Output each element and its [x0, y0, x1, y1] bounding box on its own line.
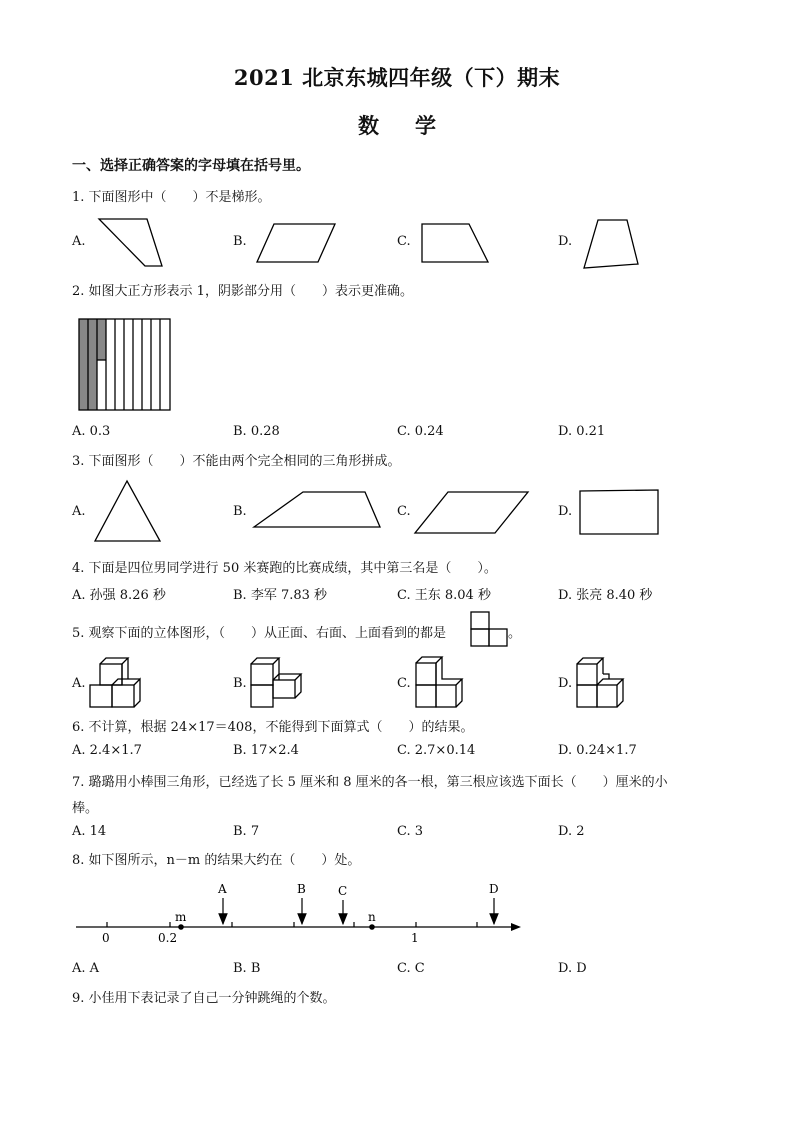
question-5-stem: 5. 观察下面的立体图形，（ ）从正面、右面、上面看到的都是 — [72, 626, 447, 641]
question-3-stem: 3. 下面图形（ ）不能由两个完全相同的三角形拼成。 — [72, 454, 401, 469]
q6-option-b[interactable]: B. 17×2.4 — [233, 743, 299, 758]
q3-option-d[interactable]: D. — [558, 504, 573, 519]
page-subtitle: 数学 — [358, 113, 472, 138]
question-5-stem-end: 。 — [508, 626, 522, 641]
q7-option-c[interactable]: C. 3 — [397, 824, 424, 839]
point-label-m: m — [175, 910, 187, 924]
q7-option-a[interactable]: A. 14 — [72, 824, 107, 839]
question-7-stem-line1: 7. 璐璐用小棒围三角形，已经选了长 5 厘米和 8 厘米的各一根，第三根应该选下面长（ ）厘米的小 — [72, 775, 668, 790]
q1-option-c[interactable]: C. — [397, 234, 411, 249]
q3-option-c[interactable]: C. — [397, 504, 411, 519]
q2-option-d[interactable]: D. 0.21 — [558, 424, 606, 439]
q3-option-a[interactable]: A. — [72, 504, 86, 519]
question-6-stem: 6. 不计算，根据 24×17＝408，不能得到下面算式（ ）的结果。 — [72, 720, 474, 735]
point-m — [178, 924, 184, 930]
tick-label-0-2: 0.2 — [158, 931, 178, 945]
section-heading: 一、选择正确答案的字母填在括号里。 — [72, 158, 310, 174]
q6-option-c[interactable]: C. 2.7×0.14 — [397, 743, 476, 758]
q5-option-b[interactable]: B. — [233, 676, 247, 691]
q5-option-c[interactable]: C. — [397, 676, 411, 691]
q1-option-d[interactable]: D. — [558, 234, 573, 249]
question-9-stem: 9. 小佳用下表记录了自己一分钟跳绳的个数。 — [72, 991, 336, 1006]
q5-option-a[interactable]: A. — [72, 676, 86, 691]
q2-option-c[interactable]: C. 0.24 — [397, 424, 444, 439]
q8-option-a[interactable]: A. A — [72, 961, 100, 976]
tick-label-0: 0 — [102, 931, 110, 945]
q7-option-d[interactable]: D. 2 — [558, 824, 585, 839]
q8-option-b[interactable]: B. B — [233, 961, 261, 976]
arrow-label-d: D — [489, 882, 499, 896]
q4-option-b[interactable]: B. 李军 7.83 秒 — [233, 588, 328, 603]
q1-option-b[interactable]: B. — [233, 234, 247, 249]
q1-option-a[interactable]: A. — [72, 234, 86, 249]
question-7-stem-line2: 棒。 — [72, 801, 99, 816]
q2-option-b[interactable]: B. 0.28 — [233, 424, 280, 439]
q8-option-c[interactable]: C. C — [397, 961, 425, 976]
q3-option-b[interactable]: B. — [233, 504, 247, 519]
point-label-n: n — [368, 910, 376, 924]
q7-option-b[interactable]: B. 7 — [233, 824, 260, 839]
q4-option-c[interactable]: C. 王东 8.04 秒 — [397, 588, 491, 603]
q6-option-d[interactable]: D. 0.24×1.7 — [558, 743, 637, 758]
arrow-label-a: A — [218, 882, 227, 896]
q6-option-a[interactable]: A. 2.4×1.7 — [72, 743, 142, 758]
q8-option-d[interactable]: D. D — [558, 961, 587, 976]
arrow-label-b: B — [297, 882, 306, 896]
question-8-stem: 8. 如下图所示，n－m 的结果大约在（ ）处。 — [72, 853, 361, 868]
q4-option-a[interactable]: A. 孙强 8.26 秒 — [72, 588, 166, 603]
arrow-label-c: C — [338, 884, 348, 898]
tick-label-1: 1 — [411, 931, 419, 945]
question-1-stem: 1. 下面图形中（ ）不是梯形。 — [72, 190, 271, 205]
q5-option-d[interactable]: D. — [558, 676, 573, 691]
q2-option-a[interactable]: A. 0.3 — [72, 424, 111, 439]
page-title: 2021 北京东城四年级（下）期末 — [233, 65, 561, 90]
point-n — [369, 924, 375, 930]
q4-option-d[interactable]: D. 张亮 8.40 秒 — [558, 588, 653, 603]
question-2-stem: 2. 如图大正方形表示 1，阴影部分用（ ）表示更准确。 — [72, 284, 413, 299]
question-4-stem: 4. 下面是四位男同学进行 50 米赛跑的比赛成绩，其中第三名是（ ）。 — [72, 561, 497, 576]
